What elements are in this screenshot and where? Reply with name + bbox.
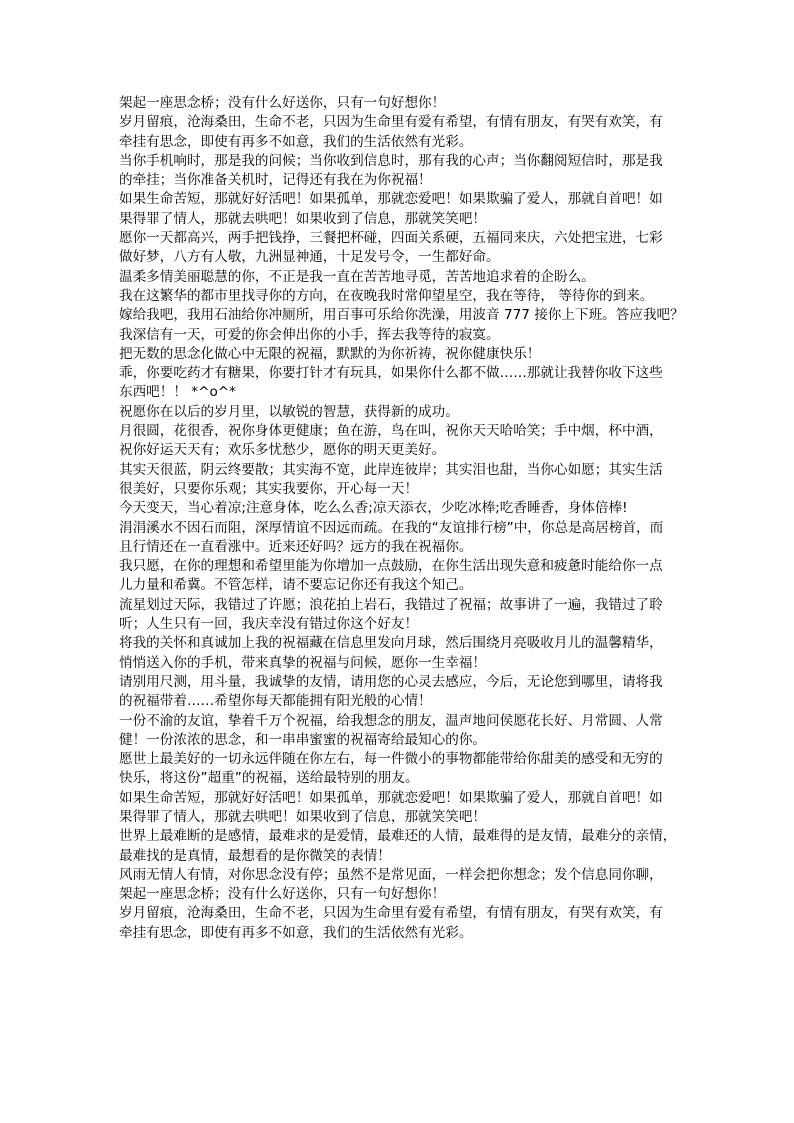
text-line: 祝愿你在以后的岁月里，以敏锐的智慧，获得新的成功。 bbox=[119, 403, 459, 420]
text-line: 的牵挂；当你准备关机时，记得还有我在为你祝福！ bbox=[119, 172, 432, 189]
text-line: 最难找的是真情，最想看的是你微笑的表情！ bbox=[119, 847, 391, 864]
text-line: 把无数的思念化做心中无限的祝福，默默的为你祈祷，祝你健康快乐！ bbox=[119, 345, 541, 362]
text-line: 月很圆，花很香，祝你身体更健康；鱼在游，鸟在叫，祝你天天哈哈笑；手中烟，杯中酒， bbox=[119, 423, 663, 440]
text-line: 岁月留痕，沧海桑田，生命不老，只因为生命里有爱有希望，有情有朋友，有哭有欢笑，有 bbox=[119, 905, 663, 922]
text-line: 世界上最难断的是感情，最难求的是爱情，最难还的人情，最难得的是友情，最难分的亲情， bbox=[119, 828, 677, 845]
text-line: 悄悄送入你的手机，带来真挚的祝福与问候，愿你一生幸福！ bbox=[119, 654, 487, 671]
text-line: 牵挂有思念，即使有再多不如意，我们的生活依然有光彩。 bbox=[119, 133, 473, 150]
text-line: 今天变天，当心着凉;注意身体，吃么么香;凉天添衣，少吃冰棒;吃香睡香，身体倍棒! bbox=[119, 500, 628, 517]
text-line: 我只愿，在你的理想和希望里能为你增加一点鼓励，在你生活出现失意和疲惫时能给你一点 bbox=[119, 558, 663, 575]
text-line: 其实天很蓝，阴云终要散；其实海不宽，此岸连彼岸；其实泪也甜，当你心如愿；其实生活 bbox=[119, 461, 663, 478]
text-line: 岁月留痕，沧海桑田，生命不老，只因为生命里有爱有希望，有情有朋友，有哭有欢笑，有 bbox=[119, 114, 663, 131]
text-line: 听；人生只有一回，我庆幸没有错过你这个好友！ bbox=[119, 616, 419, 633]
text-line: 架起一座思念桥；没有什么好送你，只有一句好想你！ bbox=[119, 886, 446, 903]
text-line: 如果生命苦短，那就好好活吧！如果孤单，那就恋爱吧！如果欺骗了爱人，那就自首吧！如 bbox=[119, 789, 663, 806]
text-line: 果得罪了情人，那就去哄吧！如果收到了信息，那就笑笑吧！ bbox=[119, 210, 487, 227]
text-line: 儿力量和希冀。不管怎样，请不要忘记你还有我这个知己。 bbox=[119, 577, 473, 594]
text-line: 如果生命苦短，那就好好活吧！如果孤单，那就恋爱吧！如果欺骗了爱人，那就自首吧！如 bbox=[119, 191, 663, 208]
document-body bbox=[119, 94, 685, 943]
text-line: 健！一份浓浓的思念，和一串串蜜蜜的祝福寄给最知心的你。 bbox=[119, 731, 487, 748]
text-line: 架起一座思念桥；没有什么好送你，只有一句好想你！ bbox=[119, 95, 446, 111]
text-line: 涓涓溪水不因石而阻，深厚情谊不因远而疏。在我的“友谊排行榜”中，你总是高居榜首，而 bbox=[119, 519, 664, 536]
text-line: 的祝福带着……希望你每天都能拥有阳光般的心情！ bbox=[119, 693, 432, 710]
text-line: 愿你一天都高兴，两手把钱挣，三餐把杯碰，四面关系硬，五福同来庆，六处把宝进，七彩 bbox=[119, 230, 663, 247]
text-line: 一份不渝的友谊，挚着千万个祝福，给我想念的朋友，温声地问侯愿花长好、月常圆、人常 bbox=[119, 712, 663, 729]
text-line: 牵挂有思念，即使有再多不如意，我们的生活依然有光彩。 bbox=[119, 924, 473, 941]
text-line: 流星划过天际，我错过了许愿；浪花拍上岩石，我错过了祝福；故事讲了一遍，我错过了聆 bbox=[119, 596, 663, 613]
text-line: 将我的关怀和真诚加上我的祝福藏在信息里发向月球，然后围绕月亮吸收月儿的温馨精华， bbox=[119, 635, 663, 652]
text-line: 东西吧！！ *^o^* bbox=[119, 384, 236, 401]
text-line: 很美好，只要你乐观；其实我要你，开心每一天！ bbox=[119, 480, 419, 497]
text-line: 愿世上最美好的一切永远伴随在你左右，每一件微小的事物都能带给你甜美的感受和无穷的 bbox=[119, 751, 663, 768]
text-line: 我在这繁华的都市里找寻你的方向，在夜晚我时常仰望星空，我在等待， 等待你的到来。 bbox=[119, 287, 654, 304]
text-line: 做好梦，八方有人敬，九洲显神通，十足发号令，一生都好命。 bbox=[119, 249, 500, 266]
text-line: 祝你好运天天有；欢乐多忧愁少，愿你的明天更美好。 bbox=[119, 442, 446, 459]
text-line: 快乐，将这份”超重”的祝福，送给最特别的朋友。 bbox=[119, 770, 419, 787]
text-line: 乖，你要吃药才有糖果，你要打针才有玩具，如果你什么都不做……那就让我替你收下这些 bbox=[119, 365, 663, 382]
text-line: 我深信有一天，可爱的你会伸出你的小手，挥去我等待的寂寞。 bbox=[119, 326, 500, 343]
text-line: 当你手机响时，那是我的问候；当你收到信息时，那有我的心声；当你翻阅短信时，那是我 bbox=[119, 152, 663, 169]
text-line: 果得罪了情人，那就去哄吧！如果收到了信息，那就笑笑吧！ bbox=[119, 808, 487, 825]
text-line: 风雨无情人有情，对你思念没有停；虽然不是常见面，一样会把你想念；发个信息同你聊， bbox=[119, 866, 663, 883]
text-line: 嫁给我吧，我用石油给你冲厕所，用百事可乐给你洗澡，用波音 777 接你上下班。答应我吧？ bbox=[119, 307, 684, 324]
text-line: 且行情还在一直看涨中。近来还好吗？远方的我在祝福你。 bbox=[119, 538, 473, 555]
text-line: 请别用尺测，用斗量，我诚挚的友情，请用您的心灵去感应，今后，无论您到哪里，请将我 bbox=[119, 673, 663, 690]
text-line: 温柔多情美丽聪慧的你，不正是我一直在苦苦地寻觅，苦苦地追求着的企盼么。 bbox=[119, 268, 595, 285]
